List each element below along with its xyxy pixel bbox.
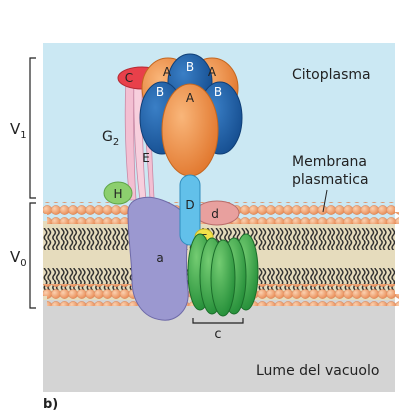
- subunit-a-label: a: [156, 251, 164, 265]
- v1-label: $V_1$: [10, 120, 27, 141]
- subunit-h-label: H: [113, 187, 123, 201]
- v0-label: $V_0$: [10, 248, 27, 269]
- panel-label: b): [43, 397, 59, 412]
- v0-bracket: [30, 203, 36, 308]
- subunit-b-right-label: B: [213, 85, 223, 99]
- subunit-d-label: d: [211, 207, 219, 221]
- subunit-e-label: E: [142, 151, 150, 165]
- subunit-b-back-label: B: [185, 60, 195, 74]
- g2-label: $G_2$: [102, 129, 120, 148]
- subunit-d-stalk-label: D: [185, 198, 195, 212]
- v1-bracket: [30, 58, 36, 198]
- subunit-c-ring: [188, 234, 258, 316]
- membrane-label-line1: Membrana: [292, 154, 368, 170]
- cytoplasm-label: Citoplasma: [292, 67, 371, 83]
- subunit-a-front-label: A: [185, 91, 195, 105]
- subunit-a-back-right-label: A: [207, 65, 217, 79]
- subunit-b-left-label: B: [155, 85, 165, 99]
- subunit-c-top-label: C: [124, 71, 134, 85]
- c-bracket-label: c: [214, 327, 222, 342]
- membrane-label-line2: plasmatica: [292, 172, 369, 188]
- subunit-a-back-left-label: A: [162, 65, 172, 79]
- vacuole-lumen-label: Lume del vacuolo: [256, 363, 380, 379]
